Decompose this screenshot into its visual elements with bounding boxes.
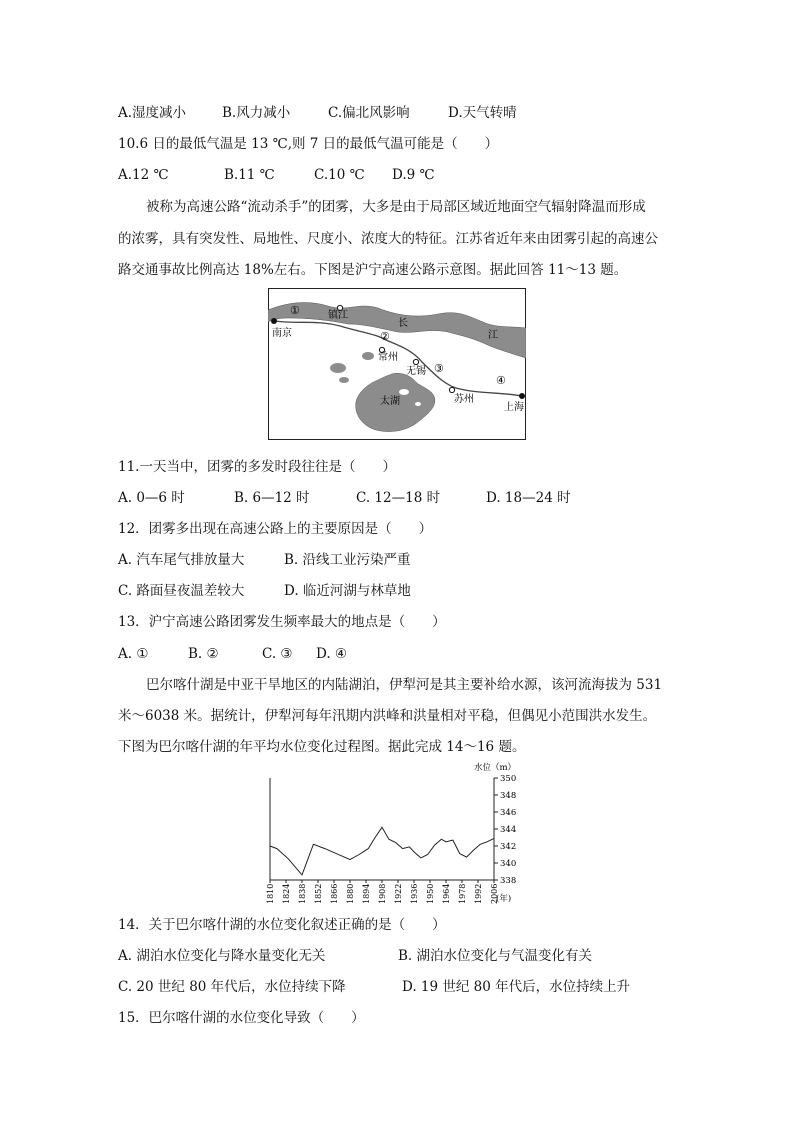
x-tick-label: 1824 xyxy=(282,883,291,904)
q9-option-d: D.天气转晴 xyxy=(448,105,517,121)
q9-option-b: B.风力减小 xyxy=(222,105,291,121)
nanjing-dot xyxy=(271,318,277,324)
y-tick-label: 338 xyxy=(500,876,517,886)
x-tick-label: 1936 xyxy=(410,883,419,904)
shanghai-dot xyxy=(519,393,525,399)
y-tick-label: 342 xyxy=(500,842,517,852)
q13-stem: 13．沪宁高速公路团雾发生频率最大的地点是（ ） xyxy=(118,614,446,630)
q14-option-b: B. 湖泊水位变化与气温变化有关 xyxy=(398,948,593,964)
q15-stem: 15．巴尔喀什湖的水位变化导致（ ） xyxy=(118,1010,365,1026)
chart-svg xyxy=(262,760,532,906)
y-tick-label: 340 xyxy=(500,859,517,869)
marker-3: ③ xyxy=(434,362,444,375)
q13-option-d: D. ④ xyxy=(316,646,348,662)
x-tick-label: 1894 xyxy=(362,883,371,904)
x-tick-label: 1852 xyxy=(314,883,323,904)
shanghai-label: 上海 xyxy=(504,402,524,413)
q13-option-b: B. ② xyxy=(188,646,219,662)
x-tick-label: 1922 xyxy=(394,883,403,904)
suzhou-label: 苏州 xyxy=(454,394,474,405)
q10-option-b: B.11 ℃ xyxy=(224,167,275,183)
q14-option-a: A. 湖泊水位变化与降水量变化无关 xyxy=(118,948,326,964)
x-axis-label: (年) xyxy=(496,894,512,904)
chang-label: 长 xyxy=(398,318,408,329)
x-tick-label: 1810 xyxy=(266,883,275,904)
x-tick-label: 1866 xyxy=(330,883,339,904)
lake-level-chart xyxy=(262,760,532,906)
q11-stem: 11.一天当中，团雾的多发时段往往是（ ） xyxy=(118,459,396,475)
q12-option-a: A. 汽车尾气排放量大 xyxy=(118,552,245,568)
x-tick-label: 1964 xyxy=(442,883,451,904)
x-tick-label: 1978 xyxy=(458,883,467,904)
q12-option-d: D. 临近河湖与林草地 xyxy=(284,583,411,599)
x-tick-label: 1838 xyxy=(298,883,307,904)
q11-option-a: A. 0—6 时 xyxy=(118,490,185,506)
wuxi-label: 无锡 xyxy=(406,366,426,377)
y-tick-label: 348 xyxy=(500,791,517,801)
q9-option-a: A.湿度减小 xyxy=(118,105,187,121)
island xyxy=(399,389,409,395)
passage1-line-2: 的浓雾，具有突发性、局地性、尺度小、浓度大的特征。江苏省近年来由团雾引起的高速公 xyxy=(118,231,658,247)
q10-option-c: C.10 ℃ xyxy=(314,167,365,183)
nanjing-label: 南京 xyxy=(272,328,292,339)
q11-option-c: C. 12—18 时 xyxy=(356,490,441,506)
changzhou-label: 常州 xyxy=(378,352,398,363)
y-tick-label: 346 xyxy=(500,808,517,818)
q11-option-d: D. 18—24 时 xyxy=(486,490,571,506)
q12-option-b: B. 沿线工业污染严重 xyxy=(284,552,411,568)
wuxi-dot xyxy=(413,359,418,364)
x-tick-label: 1950 xyxy=(426,883,435,904)
passage2-line-1: 巴尔喀什湖是中亚干旱地区的内陆湖泊，伊犁河是其主要补给水源，该河流海拔为 531 xyxy=(146,677,663,693)
island xyxy=(339,377,349,383)
water-level-line xyxy=(270,827,494,875)
marker-2: ② xyxy=(380,330,390,343)
island xyxy=(362,352,374,360)
passage1-line-1: 被称为高速公路“流动杀手”的团雾，大多是由于局部区域近地面空气辐射降温而形成 xyxy=(146,199,646,215)
q14-option-c: C. 20 世纪 80 年代后，水位持续下降 xyxy=(118,979,346,995)
q10-option-a: A.12 ℃ xyxy=(118,167,169,183)
q14-option-d: D. 19 世纪 80 年代后，水位持续上升 xyxy=(402,979,631,995)
island xyxy=(330,363,346,373)
q12-stem: 12．团雾多出现在高速公路上的主要原因是（ ） xyxy=(118,521,433,537)
q12-option-c: C. 路面昼夜温差较大 xyxy=(118,583,245,599)
map-svg xyxy=(268,288,526,440)
island xyxy=(415,402,421,406)
suzhou-dot xyxy=(449,387,454,392)
zhenjiang-label: 镇江 xyxy=(328,310,348,321)
q10-option-d: D.9 ℃ xyxy=(392,167,435,183)
x-tick-label: 1880 xyxy=(346,883,355,904)
y-tick-label: 344 xyxy=(500,825,517,835)
x-tick-label: 1908 xyxy=(378,883,387,904)
x-tick-label: 2006 xyxy=(490,883,499,904)
taihu-label: 太湖 xyxy=(380,396,400,407)
passage1-line-3: 路交通事故比例高达 18%左右。下图是沪宁高速公路示意图。据此回答 11～13 题。 xyxy=(118,262,628,278)
q14-stem: 14．关于巴尔喀什湖的水位变化叙述正确的是（ ） xyxy=(118,917,446,933)
passage2-line-2: 米～6038 米。据统计，伊犁河每年汛期内洪峰和洪量相对平稳，但偶见小范围洪水发生。 xyxy=(118,708,657,724)
marker-4: ④ xyxy=(496,374,506,387)
q9-option-c: C.偏北风影响 xyxy=(328,105,410,121)
y-axis-label: 水位（m） xyxy=(474,763,517,773)
marker-1: ① xyxy=(290,304,300,317)
q13-option-a: A. ① xyxy=(118,646,149,662)
q13-option-c: C. ③ xyxy=(262,646,293,662)
q11-option-b: B. 6—12 时 xyxy=(234,490,310,506)
jiang-label: 江 xyxy=(488,330,498,341)
hu-ning-expressway-map xyxy=(268,288,526,440)
passage2-line-3: 下图为巴尔喀什湖的年平均水位变化过程图。据此完成 14～16 题。 xyxy=(118,739,526,755)
x-tick-label: 1992 xyxy=(474,883,483,904)
q10-stem: 10.6 日的最低气温是 13 ℃,则 7 日的最低气温可能是（ ） xyxy=(118,136,499,152)
y-tick-label: 350 xyxy=(500,774,517,784)
